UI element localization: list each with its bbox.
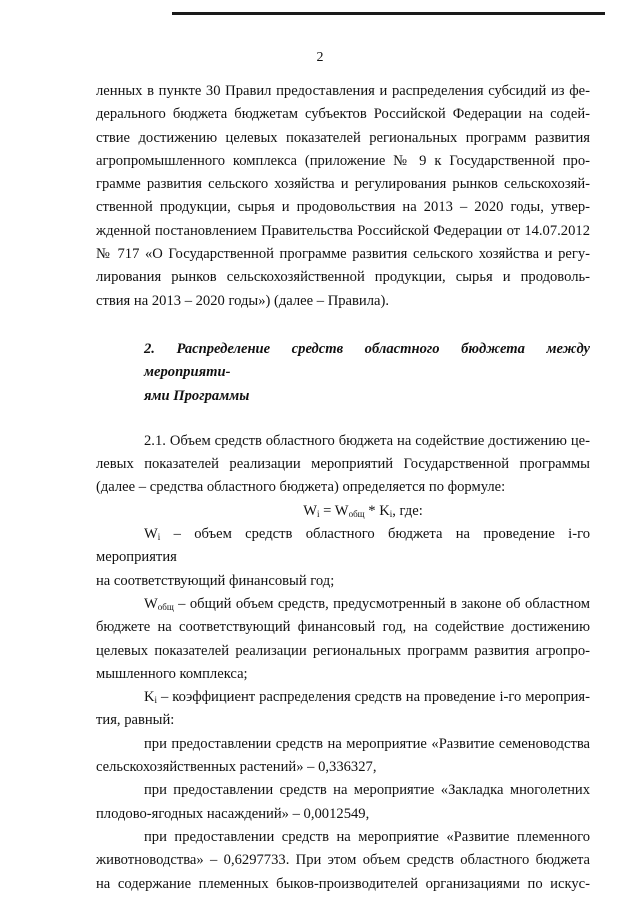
spacer [96,408,590,430]
text-line: целевых показателей реализации региональных программ развития агропро- [96,642,590,659]
text-line: сельскохозяйственных растений» – 0,336327, [96,759,377,776]
text-line: на соответствующий финансовый год; [96,572,335,589]
definition-wobsh: $W_{общ}$ – общий объем средств, предусмотренный в законе об областном бюджете на соответствующий финансовый год, на содействие достижению целевых показателей реализации региональных программ развития агропро- мышленного комплекса; [96,593,590,686]
list-item [96,733,590,780]
heading-line: 2. Распределение средств областного бюджета между мероприяти- [144,340,590,381]
document-body [96,80,590,896]
text-line: лирования рынков сельскохозяйственной продукции, сырья и продоволь- [96,269,590,286]
formula: $W_i = W_{общ} * K_i$, где: [303,502,423,519]
text-line: при предоставлении средств на мероприятие «Развитие семеноводства [144,735,590,752]
text-line: грамме развития сельского хозяйства и регулирования рынков сельскохозяй- [96,176,590,193]
text-line: на содержание племенных быков-производителей организациями по искус- [96,875,590,892]
list-item [96,779,590,826]
page-number: 2 [316,50,324,65]
text-line: ственной продукции, сырья и продовольствия на 2013 – 2020 годы, утвер- [96,199,590,216]
text-line: тия, равный: [96,712,175,729]
heading-line: ями Программы [144,387,250,404]
text-line: (далее – средства областного бюджета) определяется по формуле: [96,479,506,496]
text-line: мышленного комплекса; [96,665,248,682]
text-line: ствие достижению целевых показателей региональных программ развития [96,129,590,146]
text-line: плодово-ягодных насаждений» – 0,0012549, [96,805,370,822]
text-line: при предоставлении средств на мероприятие «Закладка многолетних [144,782,590,799]
text-line: 2.1. Объем средств областного бюджета на содействие достижению це- [144,432,590,449]
section-heading [96,338,590,408]
paragraph-continuation [96,80,590,313]
definition-wi: $W_i$ – объем средств областного бюджета на проведение i-го мероприятия на соответствующий финансовый год; [96,523,590,593]
text-line: ствия на 2013 – 2020 годы») (далее – Правила). [96,292,390,309]
text-line: № 717 «О Государственной программе развития сельского хозяйства и регу- [96,246,590,263]
top-rule [172,12,605,15]
text-line: бюджете на соответствующий финансовый год, на содействие достижению [96,619,590,636]
text-line: жденной постановлением Правительства Российской Федерации от 14.07.2012 [96,222,590,239]
text-line: ленных в пункте 30 Правил предоставления и распределения субсидий из фе- [96,83,590,99]
text-line: животноводства» – 0,6297733. При этом объем средств областного бюджета [96,852,590,869]
list-item [96,826,590,896]
text-line: агропромышленного комплекса (приложение № 9 к Государственной про- [96,152,590,169]
definition-ki: $K_i$ – коэффициент распределения средств на проведение i-го мероприя- тия, равный: [96,686,590,733]
text-line: дерального бюджета бюджетам субъектов Российской Федерации на содей- [96,106,590,123]
text-line: левых показателей реализации мероприятий Государственной программы [96,456,590,473]
text-line: при предоставлении средств на мероприятие «Развитие племенного [144,828,590,845]
paragraph-2-1 [96,430,590,500]
